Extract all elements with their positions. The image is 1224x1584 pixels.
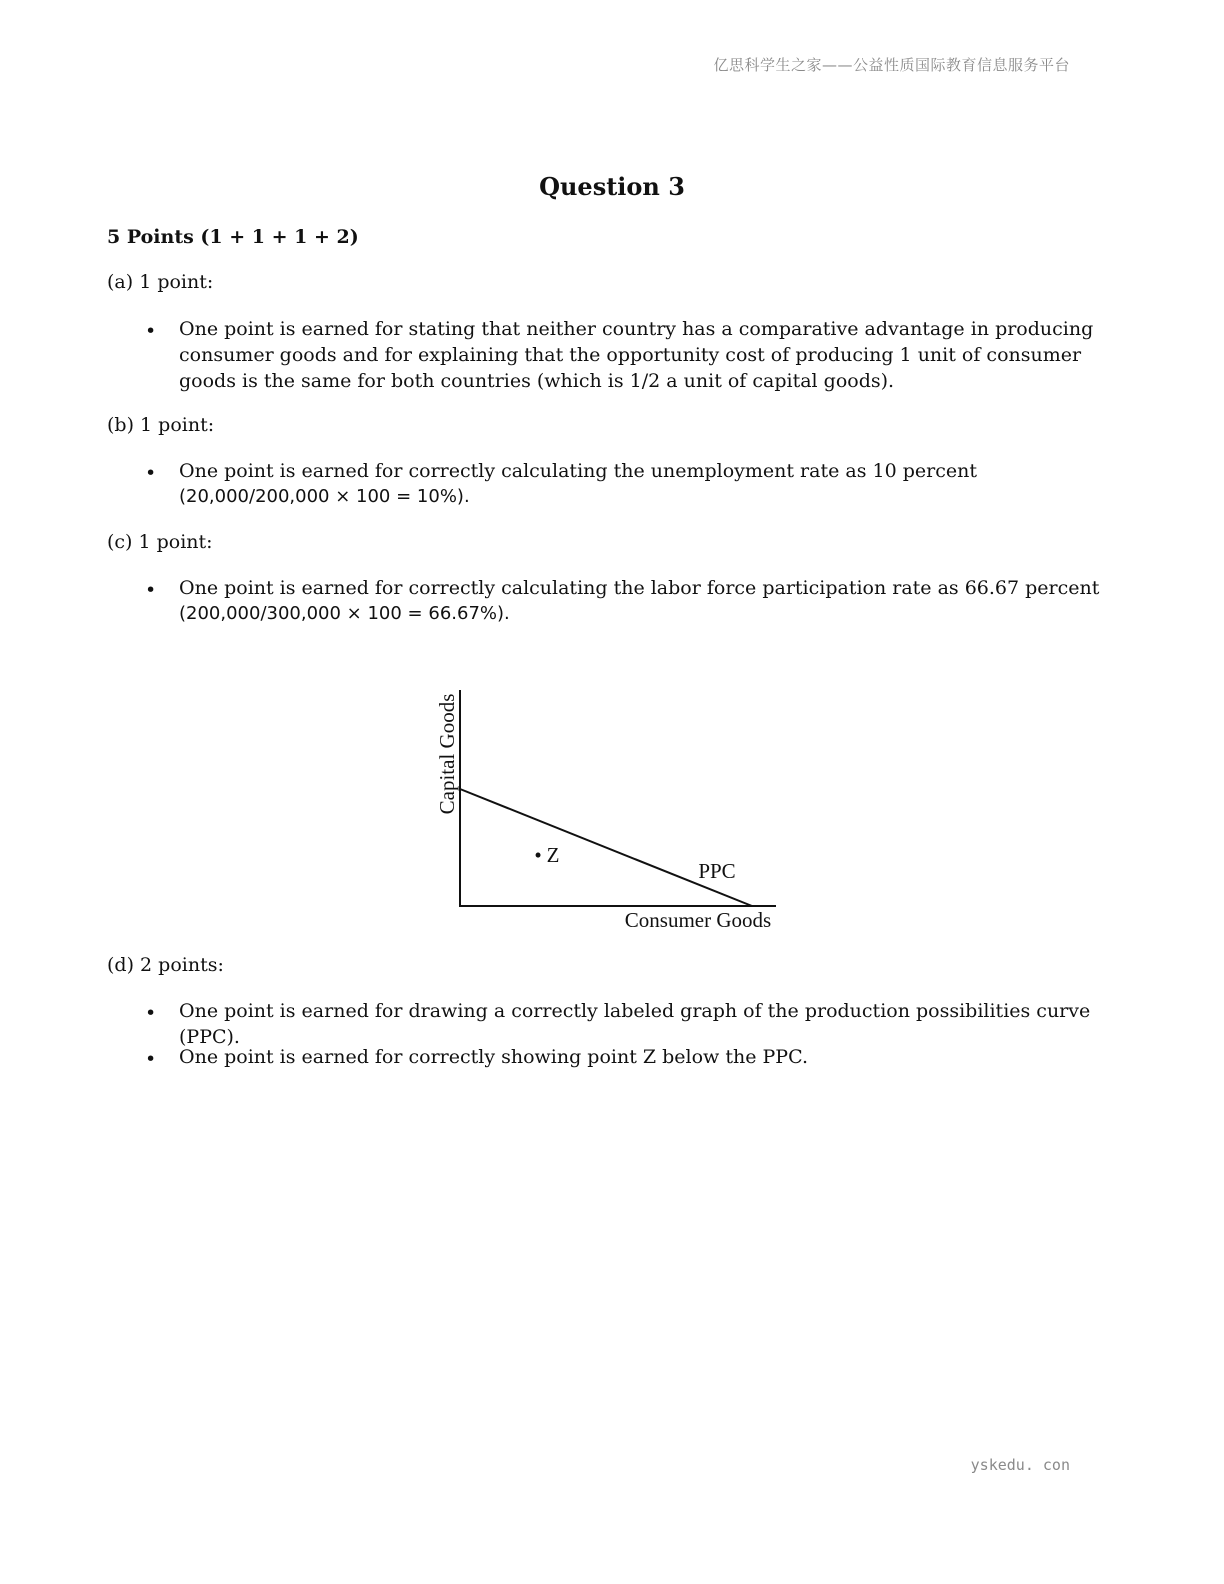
x-axis-label: Consumer Goods: [624, 908, 772, 932]
footer-watermark: yskedu. con: [970, 1456, 1070, 1474]
y-axis-label: Capital Goods: [435, 693, 459, 815]
part-d-bullet-1: One point is earned for drawing a correctly labeled graph of the production possibilities curve (PPC).: [179, 1000, 1091, 1048]
bullet-dot: •: [145, 1048, 157, 1070]
point-z-label: Z: [546, 843, 560, 867]
part-c-bullet-1: One point is earned for correctly calculating the labor force participation rate as 66.67 percent: [179, 577, 1100, 599]
ppc-curve: [460, 789, 752, 906]
part-b-label: (b) 1 point:: [107, 414, 215, 436]
bullet-dot: •: [145, 320, 157, 342]
part-d-label: (d) 2 points:: [107, 954, 224, 976]
points-summary: 5 Points (1 + 1 + 1 + 2): [107, 226, 359, 248]
bullet-dot: •: [145, 1002, 157, 1024]
part-c-bullet-1-formula: (200,000/300,000 × 100 = 66.67%).: [179, 603, 510, 624]
part-d-bullet-2: One point is earned for correctly showing point Z below the PPC.: [179, 1046, 808, 1068]
part-a-bullet-1: One point is earned for stating that neither country has a comparative advantage in producing consumer goods and for explaining that the opportunity cost of producing 1 unit of consumer goods is the same for both countries (which is 1/2 a unit of capital goods).: [179, 318, 1094, 392]
part-a-label: (a) 1 point:: [107, 271, 214, 293]
part-b-bullet-1-formula: (20,000/200,000 × 100 = 10%).: [179, 486, 470, 507]
part-b-bullet-1: One point is earned for correctly calculating the unemployment rate as 10 percent: [179, 460, 977, 482]
part-c-label: (c) 1 point:: [107, 531, 213, 553]
header-watermark: 亿思科学生之家——公益性质国际教育信息服务平台: [713, 56, 1070, 74]
ppc-label: PPC: [698, 859, 736, 883]
page-title: Question 3: [539, 172, 685, 201]
bullet-dot: •: [145, 579, 157, 601]
bullet-dot: •: [145, 462, 157, 484]
point-z-dot: •: [534, 843, 542, 867]
